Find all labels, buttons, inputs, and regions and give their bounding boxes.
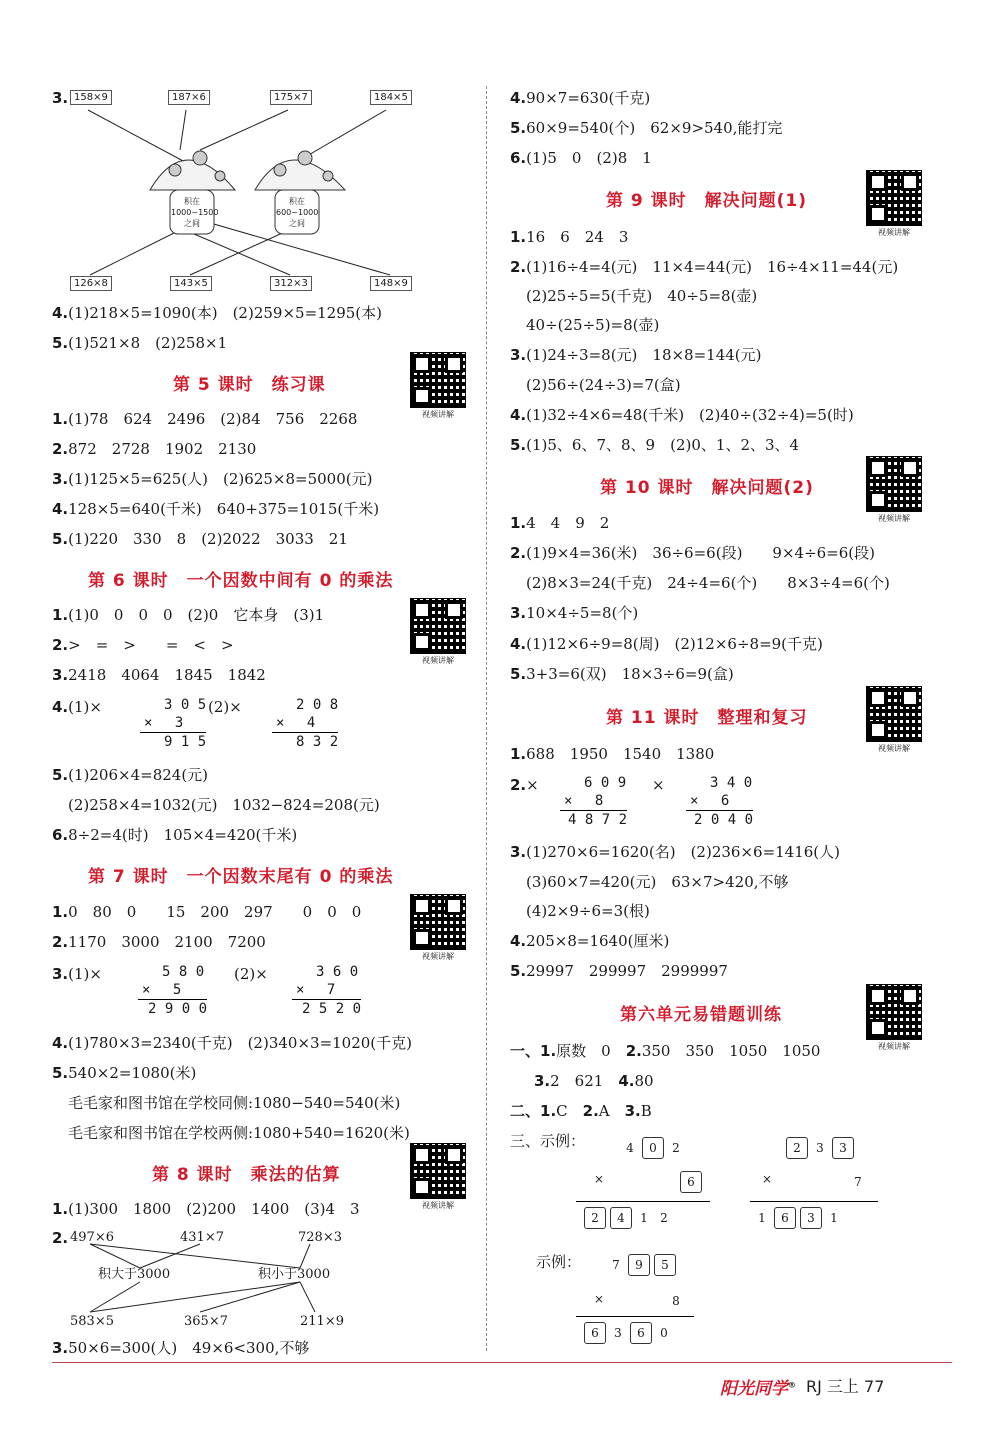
vertical-multiplication: 3 6 0 × 7 2 5 2 0: [292, 963, 361, 1018]
section-title: 第 5 课时 练习课: [173, 375, 326, 395]
answer-line: 2.872 2728 1902 2130: [52, 440, 257, 458]
answer-line: 5.60×9=540(个) 62×9>540,能打完: [510, 119, 783, 137]
answer-line: 2.×: [510, 776, 539, 794]
answer-line: 2.1170 3000 2100 7200: [52, 933, 266, 951]
answer-line: (4)2×9÷6=3(根): [526, 902, 650, 920]
answer-line: 40÷(25÷5)=8(壶): [526, 316, 660, 334]
digit-puzzle: 4 0 2: [620, 1137, 686, 1159]
estimate-category: 积大于3000: [98, 1267, 171, 1282]
answer-line: 1.(1)78 624 2496 (2)84 756 2268: [52, 410, 358, 428]
answer-line: 1.(1)300 1800 (2)200 1400 (3)4 3: [52, 1200, 360, 1218]
expr-tag: 187×6: [168, 90, 210, 105]
qr-icon: [866, 170, 922, 226]
answer-line: 5.540×2=1080(米): [52, 1064, 197, 1082]
answer-line: 4.(1)×: [52, 698, 102, 716]
answer-line: 1.0 80 0 15 200 297 0 0 0: [52, 903, 362, 921]
column-divider: [486, 86, 487, 1351]
digit-puzzle: 8: [672, 1294, 680, 1308]
answer-line: (2)56÷(24÷3)=7(盒): [526, 376, 681, 394]
answer-line: (2)×: [208, 698, 242, 716]
vertical-multiplication: 3 0 5 × 3 9 1 5: [140, 696, 206, 751]
qr-icon: [410, 1143, 466, 1199]
times-sign: ×: [762, 1172, 773, 1186]
answer-line: 3.2 621 4.80: [534, 1072, 654, 1090]
answer-line: 毛毛家和图书馆在学校同侧:1080−540=540(米): [68, 1094, 401, 1112]
answer-line: 5.(1)220 330 8 (2)2022 3033 21: [52, 530, 348, 548]
qr-icon: [410, 352, 466, 408]
answer-line: ×: [652, 776, 665, 794]
vertical-multiplication: 3 4 0 × 6 2 0 4 0: [686, 774, 753, 829]
expr-tag: 312×3: [270, 276, 312, 291]
estimate-expr: 431×7: [180, 1230, 224, 1245]
answer-line: 1.16 6 24 3: [510, 228, 629, 246]
page-code: RJ 三上 77: [806, 1377, 885, 1396]
vertical-multiplication: 6 0 9 × 8 4 8 7 2: [560, 774, 627, 829]
estimate-expr: 365×7: [184, 1314, 228, 1329]
estimate-expr: 728×3: [298, 1230, 342, 1245]
qr-code[interactable]: 视频讲解: [866, 686, 922, 754]
answer-line: (2)25÷5=5(千克) 40÷5=8(壶): [526, 287, 758, 305]
qr-code[interactable]: 视频讲解: [866, 456, 922, 524]
answer-line: 4.205×8=1640(厘米): [510, 932, 670, 950]
mushroom-right-label: 积在600~1000之间: [276, 197, 319, 228]
answer-line: (2)×: [234, 965, 268, 983]
expr-tag: 143×5: [170, 276, 212, 291]
answer-line: 6.(1)5 0 (2)8 1: [510, 149, 652, 167]
qr-code[interactable]: 视频讲解: [410, 894, 466, 962]
answer-line: 示例：: [536, 1253, 582, 1271]
answer-line: 4.128×5=640(千米) 640+375=1015(千米): [52, 500, 380, 518]
answer-line: (2)8×3=24(千克) 24÷4=6(个) 8×3÷4=6(个): [526, 574, 890, 592]
answer-line: 4.90×7=630(千克): [510, 89, 651, 107]
brand-logo: 阳光同学®: [720, 1379, 796, 1399]
section-title: 第 6 课时 一个因数中间有 0 的乘法: [88, 571, 394, 591]
rule-line: [750, 1201, 878, 1202]
answer-line: 4.(1)780×3=2340(千克) (2)340×3=1020(千克): [52, 1034, 413, 1052]
vertical-multiplication: 5 8 0 × 5 2 9 0 0: [138, 963, 207, 1018]
expr-tag: 184×5: [370, 90, 412, 105]
answer-line: 二、1.C 2.A 3.B: [510, 1102, 652, 1120]
answer-line: (3)60×7=420(元) 63×7>420,不够: [526, 873, 789, 891]
footer-rule: [52, 1362, 952, 1363]
answer-line: (2)258×4=1032(元) 1032−824=208(元): [68, 796, 380, 814]
answer-line: 6.8÷2=4(时) 105×4=420(千米): [52, 826, 298, 844]
answer-line: 3.(1)270×6=1620(名) (2)236×6=1416(人): [510, 843, 841, 861]
section-title: 第六单元易错题训练: [620, 1005, 782, 1025]
times-sign: ×: [594, 1172, 605, 1186]
qr-code[interactable]: 视频讲解: [410, 352, 466, 420]
q3-number: 3.: [52, 89, 69, 107]
digit-puzzle: 2 3 3: [784, 1137, 856, 1159]
answer-line: 3.2418 4064 1845 1842: [52, 666, 266, 684]
answer-line: 1.688 1950 1540 1380: [510, 745, 715, 763]
answer-line: 3.10×4÷5=8(个): [510, 604, 639, 622]
estimate-expr: 497×6: [70, 1230, 114, 1245]
answer-line: 5.(1)5、6、7、8、9 (2)0、1、2、3、4: [510, 436, 800, 454]
answer-line: 三、示例：: [510, 1132, 586, 1150]
answer-line: 2.(1)16÷4=4(元) 11×4=44(元) 16÷4×11=44(元): [510, 258, 899, 276]
mushroom-left-label: 积在1000~1500之间: [171, 197, 219, 228]
answer-line: 4.(1)12×6÷9=8(周) (2)12×6÷8=9(千克): [510, 635, 823, 653]
qr-code[interactable]: 视频讲解: [866, 170, 922, 238]
answer-line: 3.(1)×: [52, 965, 102, 983]
qr-icon: [410, 894, 466, 950]
answer-line: 3.(1)125×5=625(人) (2)625×8=5000(元): [52, 470, 373, 488]
answer-line: 5.(1)206×4=824(元): [52, 766, 209, 784]
section-title: 第 9 课时 解决问题(1): [606, 191, 808, 211]
answer-line: 5.29997 299997 2999997: [510, 962, 728, 980]
qr-icon: [866, 984, 922, 1040]
qr-icon: [410, 598, 466, 654]
answer-line: 5.3+3=6(双) 18×3÷6=9(盒): [510, 665, 734, 683]
estimate-category: 积小于3000: [258, 1267, 331, 1282]
answer-line: 2.(1)9×4=36(米) 36÷6=6(段) 9×4÷6=6(段): [510, 544, 876, 562]
rule-line: [576, 1201, 710, 1202]
digit-puzzle: 1 6 3 1: [752, 1207, 844, 1229]
digit-puzzle: 2 4 1 2: [582, 1207, 674, 1229]
digit-puzzle: 6 3 6 0: [582, 1322, 674, 1344]
answer-line: 毛毛家和图书馆在学校两侧:1080+540=1620(米): [68, 1124, 410, 1142]
digit-puzzle: 7: [854, 1175, 862, 1189]
section-title: 第 10 课时 解决问题(2): [600, 478, 814, 498]
answer-line: 1.4 4 9 2: [510, 514, 610, 532]
qr-icon: [866, 456, 922, 512]
expr-tag: 175×7: [270, 90, 312, 105]
rule-line: [576, 1316, 694, 1317]
section-title: 第 11 课时 整理和复习: [606, 708, 808, 728]
section-title: 第 7 课时 一个因数末尾有 0 的乘法: [88, 867, 394, 887]
answer-line: 5.(1)521×8 (2)258×1: [52, 334, 228, 352]
answer-line: 4.(1)218×5=1090(本) (2)259×5=1295(本): [52, 304, 383, 322]
section-title: 第 8 课时 乘法的估算: [152, 1165, 341, 1185]
qr-icon: [866, 686, 922, 742]
answer-line: 4.(1)32÷4×6=48(千米) (2)40÷(32÷4)=5(时): [510, 406, 854, 424]
digit-puzzle: 6: [678, 1171, 704, 1193]
times-sign: ×: [594, 1292, 605, 1306]
answer-line: 3.50×6=300(人) 49×6<300,不够: [52, 1339, 310, 1357]
answer-line: 一、1.原数 0 2.350 350 1050 1050: [510, 1042, 821, 1060]
answer-line: 1.(1)0 0 0 0 (2)0 它本身 (3)1: [52, 606, 325, 624]
answer-line: 2.> = > = < >: [52, 636, 234, 654]
matching-lines: [60, 100, 430, 280]
answer-line: 2.: [52, 1229, 69, 1247]
estimate-expr: 583×5: [70, 1314, 114, 1329]
expr-tag: 126×8: [70, 276, 112, 291]
vertical-multiplication: 2 0 8 × 4 8 3 2: [272, 696, 338, 751]
qr-code[interactable]: 视频讲解: [410, 598, 466, 666]
answer-line: 3.(1)24÷3=8(元) 18×8=144(元): [510, 346, 762, 364]
qr-code[interactable]: 视频讲解: [866, 984, 922, 1052]
digit-puzzle: 7 9 5: [606, 1254, 678, 1276]
estimate-expr: 211×9: [300, 1314, 344, 1329]
expr-tag: 158×9: [70, 90, 112, 105]
qr-code[interactable]: 视频讲解: [410, 1143, 466, 1211]
expr-tag: 148×9: [370, 276, 412, 291]
